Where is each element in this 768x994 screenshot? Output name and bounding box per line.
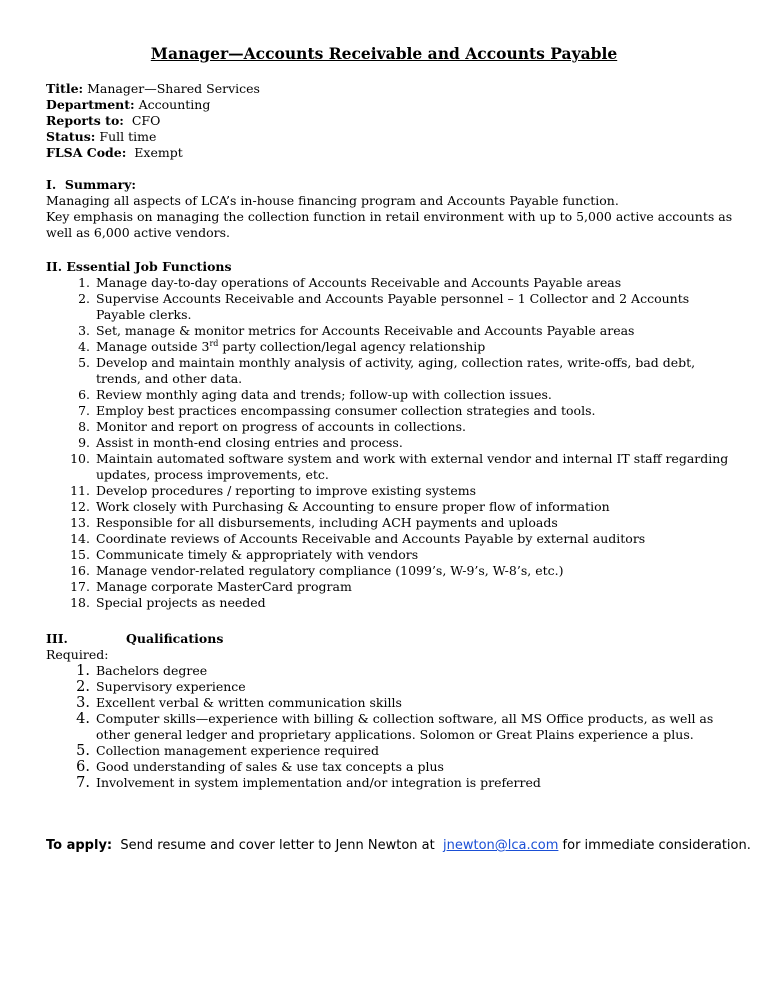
list-text: Computer skills—experience with billing & collection software, all MS Office products, as well as other general ledger and proprietary applications. Solomon or Great Plains experience a plus. — [96, 711, 714, 742]
list-text: Supervisory experience — [96, 679, 246, 694]
meta-status — [46, 129, 260, 145]
list-text: Employ best practices encompassing consumer collection strategies and tools. — [96, 403, 596, 418]
list-number: 2. — [76, 679, 90, 695]
list-item — [46, 403, 736, 419]
list-text: Manage day-to-day operations of Accounts Receivable and Accounts Payable areas — [96, 275, 622, 290]
page-title: Manager—Accounts Receivable and Accounts Payable — [150, 44, 618, 63]
list-text: Collection management experience required — [96, 743, 379, 758]
list-number: 9. — [78, 435, 90, 450]
summary-line: Managing all aspects of LCA’s in-house financing program and Accounts Payable function. — [46, 193, 619, 208]
list-item — [46, 355, 736, 387]
list-text: Communicate timely & appropriately with vendors — [96, 547, 419, 562]
qualifications-list — [46, 663, 736, 791]
meta-label: FLSA Code: — [46, 145, 127, 160]
list-item — [46, 275, 736, 291]
summary-section — [46, 177, 736, 241]
list-number: 4. — [76, 711, 90, 727]
list-item — [46, 339, 736, 355]
meta-value: Full time — [95, 129, 157, 144]
list-text: Manage vendor-related regulatory compliance (1099’s, W-9’s, W-8’s, etc.) — [96, 563, 564, 578]
list-item — [46, 743, 736, 759]
heading-number: III. — [46, 631, 68, 646]
list-text: Develop procedures / reporting to improve existing systems — [96, 483, 476, 498]
list-number: 3. — [78, 323, 90, 338]
qualifications-heading — [46, 631, 736, 647]
list-item — [46, 483, 736, 499]
list-number: 13. — [70, 515, 90, 530]
list-text: Manage corporate MasterCard program — [96, 579, 352, 594]
list-item — [46, 531, 736, 547]
list-item — [46, 663, 736, 679]
list-number: 18. — [70, 595, 90, 610]
list-item — [46, 419, 736, 435]
list-text: Supervise Accounts Receivable and Accounts Payable personnel – 1 Collector and 2 Accounts Payable clerks. — [96, 291, 690, 322]
meta-department — [46, 97, 260, 113]
apply-line — [46, 838, 751, 853]
list-number: 10. — [70, 451, 90, 466]
list-number: 17. — [70, 579, 90, 594]
meta-value: Manager—Shared Services — [83, 81, 260, 96]
list-text: Set, manage & monitor metrics for Accounts Receivable and Accounts Payable areas — [96, 323, 635, 338]
meta-flsa — [46, 145, 260, 161]
email-link[interactable]: jnewton@lca.com — [443, 838, 559, 853]
apply-label: To apply: — [46, 838, 113, 853]
list-number: 8. — [78, 419, 90, 434]
summary-heading: I. Summary: — [46, 177, 137, 192]
qualifications-section — [46, 631, 736, 791]
list-item — [46, 515, 736, 531]
list-number: 6. — [78, 387, 90, 402]
list-text: Responsible for all disbursements, including ACH payments and uploads — [96, 515, 558, 530]
functions-heading: II. Essential Job Functions — [46, 259, 232, 274]
list-number: 7. — [78, 403, 90, 418]
list-text: Work closely with Purchasing & Accounting to ensure proper flow of information — [96, 499, 610, 514]
list-text: Involvement in system implementation and/or integration is preferred — [96, 775, 541, 790]
list-number: 12. — [70, 499, 90, 514]
list-item — [46, 775, 736, 791]
meta-value: Accounting — [134, 97, 211, 112]
list-item — [46, 323, 736, 339]
list-text: party collection/legal agency relationship — [218, 339, 486, 354]
list-number: 5. — [78, 355, 90, 370]
meta-title — [46, 81, 260, 97]
list-number: 7. — [76, 775, 90, 791]
meta-value: CFO — [123, 113, 161, 128]
meta-label: Status: — [46, 129, 96, 144]
meta-label: Department: — [46, 97, 135, 112]
meta-label: Title: — [46, 81, 84, 96]
apply-text-after: for immediate consideration. — [558, 838, 751, 853]
list-text: Assist in month-end closing entries and process. — [96, 435, 403, 450]
list-text: Monitor and report on progress of accounts in collections. — [96, 419, 466, 434]
list-item — [46, 499, 736, 515]
required-label: Required: — [46, 647, 109, 662]
list-number: 1. — [78, 275, 90, 290]
list-text: Coordinate reviews of Accounts Receivable and Accounts Payable by external auditors — [96, 531, 646, 546]
heading-text: Qualifications — [126, 631, 224, 646]
list-number: 16. — [70, 563, 90, 578]
list-number: 6. — [76, 759, 90, 775]
list-text: Special projects as needed — [96, 595, 266, 610]
list-item — [46, 711, 736, 743]
list-text: Manage outside 3 — [96, 339, 210, 354]
list-number: 1. — [76, 663, 90, 679]
functions-section — [46, 259, 736, 611]
list-text: Review monthly aging data and trends; follow-up with collection issues. — [96, 387, 552, 402]
superscript: rd — [209, 338, 219, 348]
list-number: 11. — [70, 483, 90, 498]
list-number: 15. — [70, 547, 90, 562]
list-item — [46, 695, 736, 711]
list-item — [46, 291, 736, 323]
list-item — [46, 547, 736, 563]
list-item — [46, 451, 736, 483]
summary-line: Key emphasis on managing the collection function in retail environment with up to 5,000 active accounts as well as 6,000 active vendors. — [46, 209, 733, 240]
list-item — [46, 563, 736, 579]
list-item — [46, 679, 736, 695]
list-text: Excellent verbal & written communication skills — [96, 695, 402, 710]
list-item — [46, 759, 736, 775]
list-number: 5. — [76, 743, 90, 759]
job-meta — [46, 81, 260, 161]
apply-text: Send resume and cover letter to Jenn Newton at — [112, 838, 443, 853]
list-text: Bachelors degree — [96, 663, 208, 678]
list-text: Good understanding of sales & use tax concepts a plus — [96, 759, 444, 774]
list-text: Maintain automated software system and work with external vendor and internal IT staff regarding updates, process improvements, etc. — [96, 451, 729, 482]
meta-reports-to — [46, 113, 260, 129]
functions-list — [46, 275, 736, 611]
list-number: 4. — [78, 339, 90, 354]
meta-value: Exempt — [126, 145, 183, 160]
list-number: 2. — [78, 291, 90, 306]
list-item — [46, 595, 736, 611]
list-number: 14. — [70, 531, 90, 546]
list-item — [46, 387, 736, 403]
list-item — [46, 579, 736, 595]
list-item — [46, 435, 736, 451]
list-text: Develop and maintain monthly analysis of activity, aging, collection rates, write-offs, bad debt, trends, and other data. — [96, 355, 696, 386]
meta-label: Reports to: — [46, 113, 124, 128]
list-number: 3. — [76, 695, 90, 711]
